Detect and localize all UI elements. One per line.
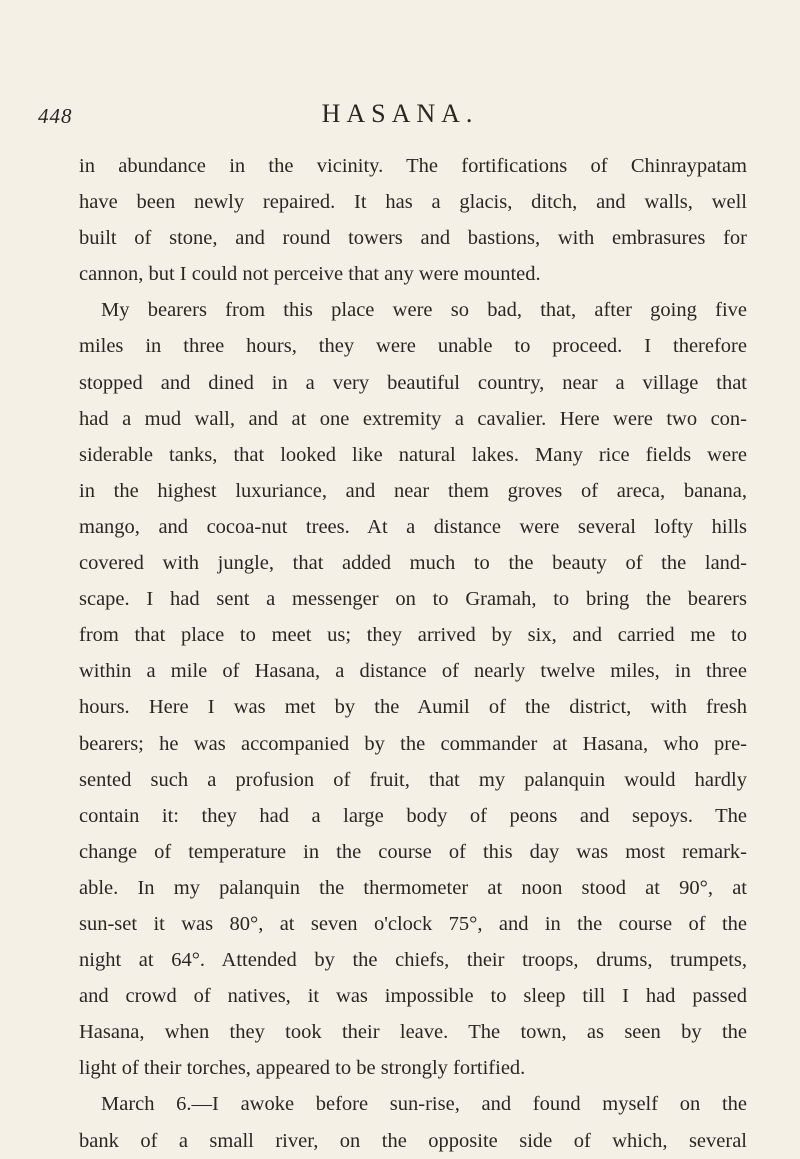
running-head: HASANA. [321, 99, 479, 128]
text-line: from that place to meet us; they arrived by six, and carried me to [79, 624, 747, 647]
text-line: night at 64°. Attended by the chiefs, their troops, drums, trumpets, [79, 949, 747, 972]
text-line: contain it: they had a large body of peons and sepoys. The [79, 804, 747, 827]
text-line: change of temperature in the course of this day was most remark- [79, 840, 747, 863]
paragraph-start-line: My bearers from this place were so bad, that, after going five [101, 299, 747, 322]
text-line: miles in three hours, they were unable to proceed. I therefore [79, 335, 747, 358]
body-text [79, 148, 747, 1159]
text-line: hours. Here I was met by the Aumil of the district, with fresh [79, 696, 747, 719]
text-line: light of their torches, appeared to be strongly fortified. [79, 1057, 526, 1080]
text-line: covered with jungle, that added much to the beauty of the land- [79, 552, 747, 575]
text-line: sented such a profusion of fruit, that my palanquin would hardly [79, 768, 747, 791]
text-line: had a mud wall, and at one extremity a cavalier. Here were two con- [79, 407, 747, 430]
text-line: cannon, but I could not perceive that any were mounted. [79, 263, 541, 286]
text-line: and crowd of natives, it was impossible to sleep till I had passed [79, 985, 747, 1008]
text-line: bank of a small river, on the opposite side of which, several [79, 1129, 747, 1152]
text-line: within a mile of Hasana, a distance of nearly twelve miles, in three [79, 660, 747, 683]
text-line: able. In my palanquin the thermometer at noon stood at 90°, at [79, 876, 747, 899]
text-line: siderable tanks, that looked like natural lakes. Many rice fields were [79, 443, 747, 466]
text-line: sun-set it was 80°, at seven o'clock 75°, and in the course of the [79, 912, 747, 935]
text-line: Hasana, when they took their leave. The town, as seen by the [79, 1021, 747, 1044]
text-line: stopped and dined in a very beautiful country, near a village that [79, 371, 747, 394]
page-number: 448 [38, 104, 73, 128]
text-line: built of stone, and round towers and bastions, with embrasures for [79, 227, 747, 250]
text-line: have been newly repaired. It has a glacis, ditch, and walls, well [79, 191, 747, 214]
paragraph-start-line: March 6.—I awoke before sun-rise, and found myself on the [101, 1093, 747, 1116]
text-line: in abundance in the vicinity. The fortifications of Chinraypatam [79, 155, 747, 177]
text-line: in the highest luxuriance, and near them groves of areca, banana, [79, 479, 747, 502]
text-line: bearers; he was accompanied by the commander at Hasana, who pre- [79, 732, 747, 755]
text-line: mango, and cocoa-nut trees. At a distance were several lofty hills [79, 515, 747, 538]
text-line: scape. I had sent a messenger on to Gramah, to bring the bearers [79, 588, 747, 611]
